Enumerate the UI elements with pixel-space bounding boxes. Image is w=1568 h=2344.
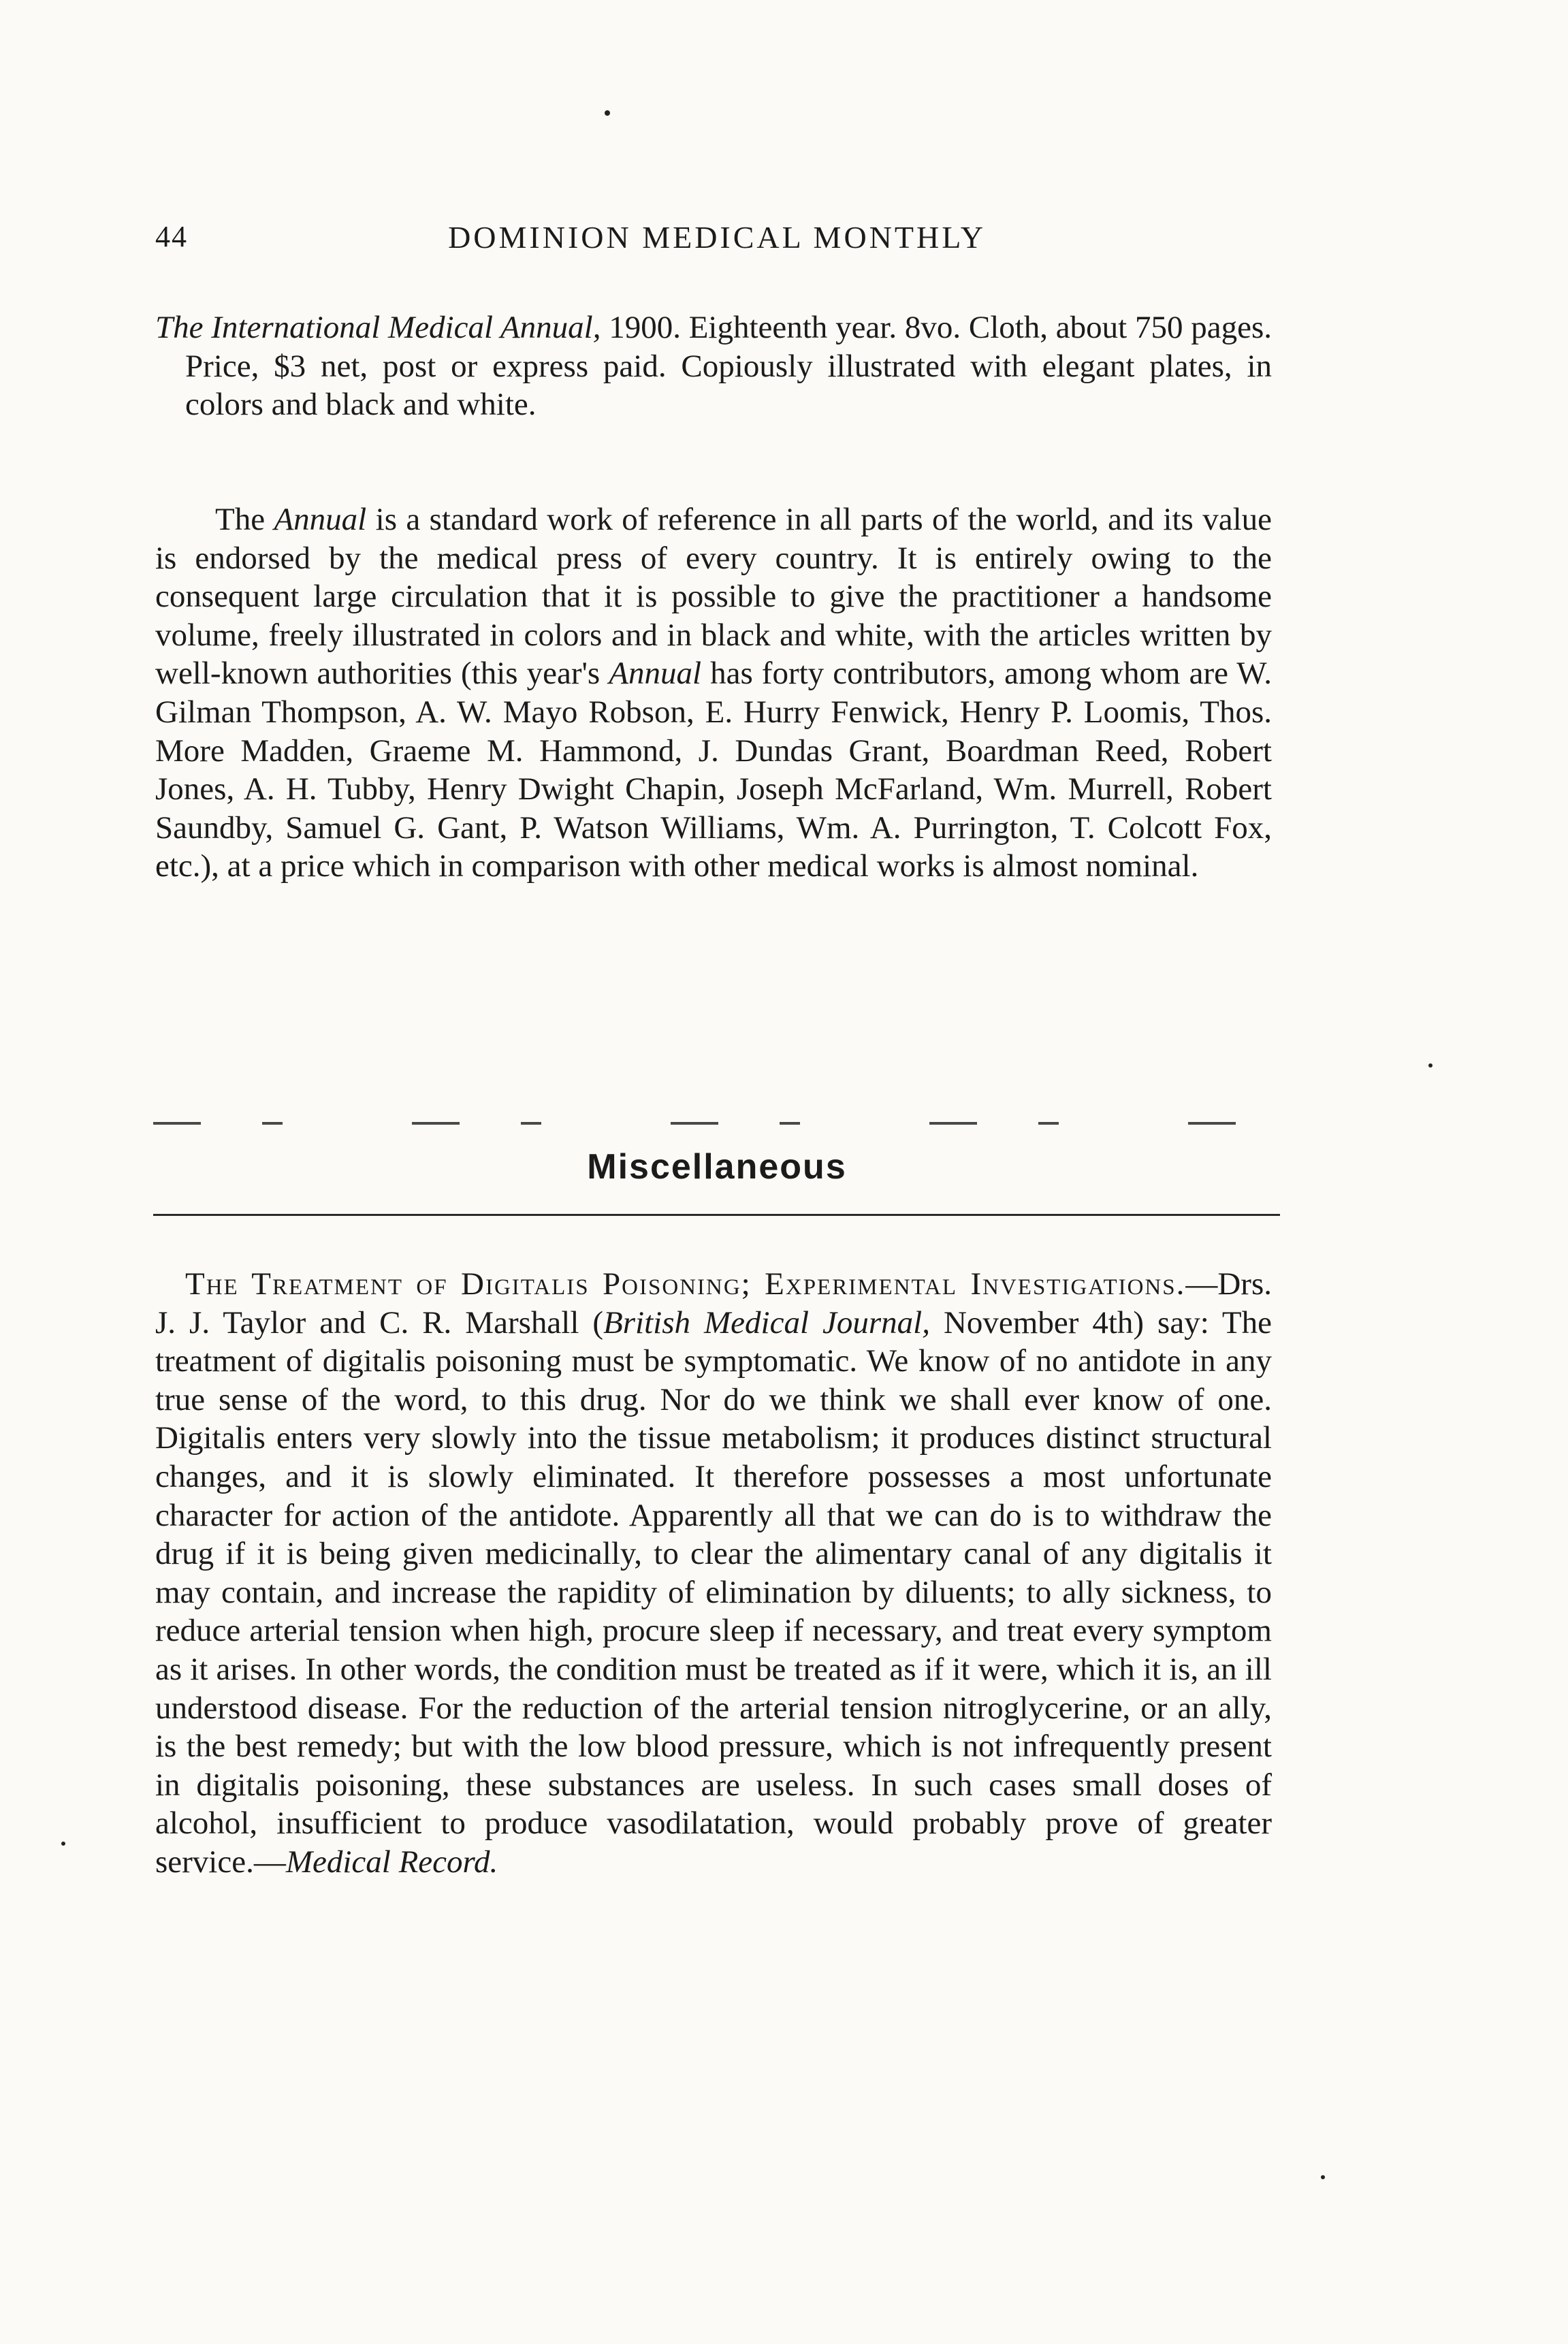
- speck-right: [1428, 1063, 1433, 1067]
- journal-title: DOMINION MEDICAL MONTHLY: [448, 220, 986, 255]
- section-heading: Miscellaneous: [587, 1147, 847, 1187]
- section-divider-bottom: [153, 1214, 1280, 1216]
- speck-left: [61, 1842, 65, 1846]
- speck-top: [605, 110, 610, 116]
- article-source: British Medical Journal,: [603, 1304, 930, 1340]
- annual-title: Annual: [609, 656, 702, 692]
- review-text: The: [215, 502, 274, 537]
- article-body: November 4th) say: The treatment of digitalis poisoning must be symptomatic. We know of no antidote in any true sense of the word, to this drug. Nor do we think we shall ever know of one. Digitalis enters very slowly into the tissue metabolism; it produces distinct structural changes, and it is slowly eliminated. It therefore possesses a most unfortunate character for action of the antidote. Apparently all that we can do is to withdraw the drug if it is being given medicinally, to clear the alimentary canal of any digitalis it may contain, and increase the rapidity of elimination by diluents; to ally sickness, to reduce arterial tension when high, procure sleep if necessary, and treat every symptom as it arises. In other words, the condition must be treated as if it were, which it is, an ill understood disease. For the reduction of the arterial tension nitroglycerine, or an ally, is the best remedy; but with the low blood pressure, which is not infrequently present in digitalis poisoning, these substances are useless. In such cases small doses of alcohol, insufficient to produce vasodilatation, would probably prove of greater service.—: [155, 1304, 1272, 1880]
- article-title: The Treatment of Digitalis Poisoning; Experimental Investigations.: [185, 1266, 1186, 1302]
- review-text: has forty contributors, among whom are W. Gilman Thompson, A. W. Mayo Robson, E. Hurry Fenwick, Henry P. Loomis, Thos. More Madden, Graeme M. Hammond, J. Dundas Grant, Boardman Reed, Robert Jones, A. H. Tubby, Henry Dwight Chapin, Joseph McFarland, Wm. Murrell, Robert Saundby, Samuel G. Gant, P. Watson Williams, Wm. A. Purrington, T. Colcott Fox, etc.), at a price which in comparison with other medical works is almost nominal.: [155, 656, 1272, 884]
- book-citation: [155, 308, 1272, 424]
- article-authors: —Drs. J. J. Taylor and C. R. Marshall (: [155, 1266, 1272, 1340]
- speck-bottom: [1321, 2175, 1325, 2179]
- annual-title: Annual: [274, 502, 367, 537]
- section-divider-top: [153, 1122, 1280, 1125]
- book-details: 1900. Eighteenth year. 8vo. Cloth, about 750 pages. Price, $3 net, post or express paid. Copiously illustrated with elegant plates, in colors and black and white.: [185, 310, 1272, 423]
- running-head: [155, 219, 1279, 263]
- book-title: The International Medical Annual,: [155, 310, 601, 345]
- review-text: is a standard work of reference in all parts of the world, and its value is endorsed by the medical press of every country. It is entirely owing to the consequent large circulation that it is possible to give the practitioner a handsome volume, freely illustrated in colors and in black and white, with the articles written by well-known authorities (this year's: [155, 502, 1272, 692]
- article-credit: Medical Record.: [285, 1844, 498, 1880]
- review-paragraph: [155, 500, 1272, 886]
- article-paragraph: [155, 1265, 1272, 1882]
- page-number: 44: [155, 220, 188, 253]
